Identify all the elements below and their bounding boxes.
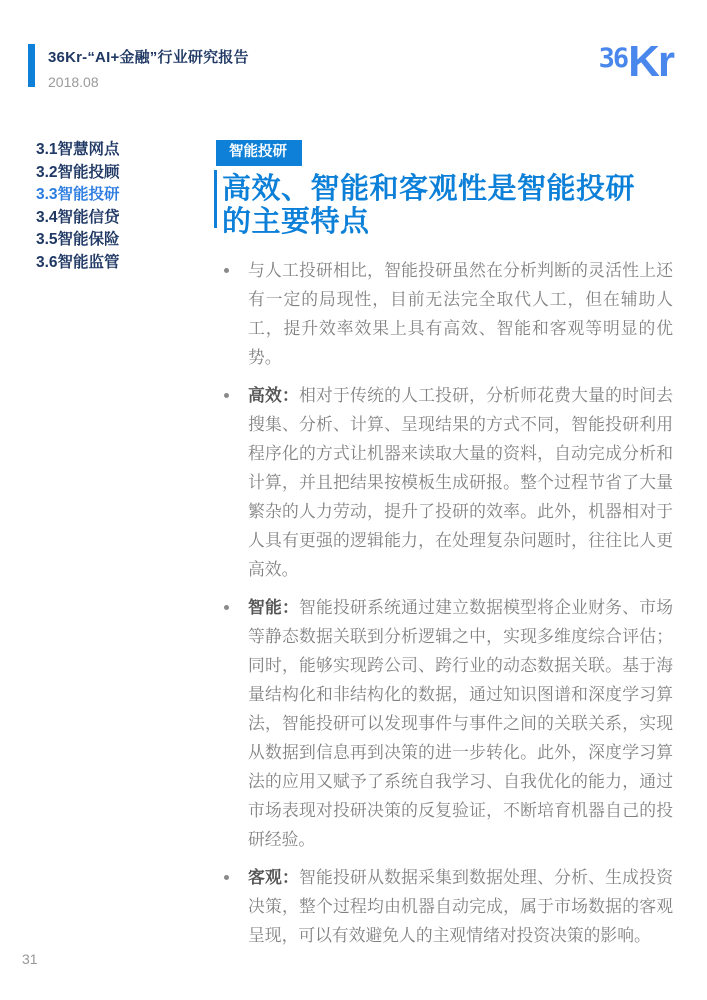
section-title — [216, 173, 673, 239]
bullet-item-overview — [216, 256, 673, 372]
bullet-item-efficiency — [216, 381, 673, 584]
bullet-lead: 高效： — [248, 386, 300, 406]
section-nav — [36, 139, 120, 274]
sidebar-item-3-2[interactable]: 3.2智能投顾 — [36, 163, 120, 181]
page-number: 31 — [22, 951, 38, 967]
title-accent-line — [214, 170, 217, 228]
sidebar-item-3-3-active[interactable]: 3.3智能投研 — [36, 186, 120, 203]
logo-36-text: 36 — [598, 43, 628, 74]
bullet-lead: 客观： — [248, 868, 300, 888]
bullet-icon — [224, 393, 229, 398]
bullet-item-intelligence — [216, 593, 673, 854]
bullet-list — [216, 256, 673, 950]
bullet-text: 智能投研从数据采集到数据处理、分析、生成投资决策，整个过程均由机器自动完成，属于市场数据的客观呈现，可以有效避免人的主观情绪对投资决策的影响。 — [248, 868, 673, 946]
bullet-text: 智能投研系统通过建立数据模型将企业财务、市场等静态数据关联到分析逻辑之中，实现多维度综合评估；同时，能够实现跨公司、跨行业的动态数据关联。基于海量结构化和非结构化的数据，通过知识图谱和深度学习算法，智能投研可以发现事件与事件之间的关联关系，实现从数据到信息再到决策的进一步转化。此外，深度学习算法的应用又赋予了系统自我学习、自我优化的能力，通过市场表现对投研决策的反复验证，不断培育机器自己的投研经验。 — [248, 598, 673, 850]
sidebar-item-3-6[interactable]: 3.6智能监管 — [36, 253, 120, 271]
36kr-logo — [598, 37, 673, 86]
report-title: 36Kr-“AI+金融”行业研究报告 — [48, 49, 249, 66]
bullet-item-objectivity — [216, 863, 673, 950]
bullet-icon — [224, 268, 229, 273]
header — [48, 46, 249, 90]
bullet-text: 与人工投研相比，智能投研虽然在分析判断的灵活性上还有一定的局现性，目前无法完全取代人工，但在辅助人工，提升效率效果上具有高效、智能和客观等明显的优势。 — [248, 261, 673, 368]
sidebar-item-3-5[interactable]: 3.5智能保险 — [36, 231, 120, 248]
sidebar-item-3-4[interactable]: 3.4智能信贷 — [36, 208, 120, 226]
sidebar-item-3-1[interactable]: 3.1智慧网点 — [36, 141, 120, 158]
report-date: 2018.08 — [48, 74, 99, 90]
header-accent-bar — [28, 44, 35, 87]
section-title-line1: 高效、智能和客观性是智能投研 — [222, 173, 636, 206]
section-badge: 智能投研 — [216, 140, 302, 166]
section-title-line2: 的主要特点 — [222, 206, 370, 239]
bullet-icon — [224, 875, 229, 880]
main-content — [216, 140, 673, 959]
bullet-icon — [224, 605, 229, 610]
bullet-text: 相对于传统的人工投研，分析师花费大量的时间去搜集、分析、计算、呈现结果的方式不同，智能投研利用程序化的方式让机器来读取大量的资料，自动完成分析和计算，并且把结果按模板生成研报。整个过程节省了大量繁杂的人力劳动，提升了投研的效率。此外，机器相对于人具有更强的逻辑能力，在处理复杂问题时，往往比人更高效。 — [248, 386, 673, 580]
logo-kr-text: Kr — [628, 37, 673, 86]
bullet-lead: 智能： — [248, 598, 300, 618]
